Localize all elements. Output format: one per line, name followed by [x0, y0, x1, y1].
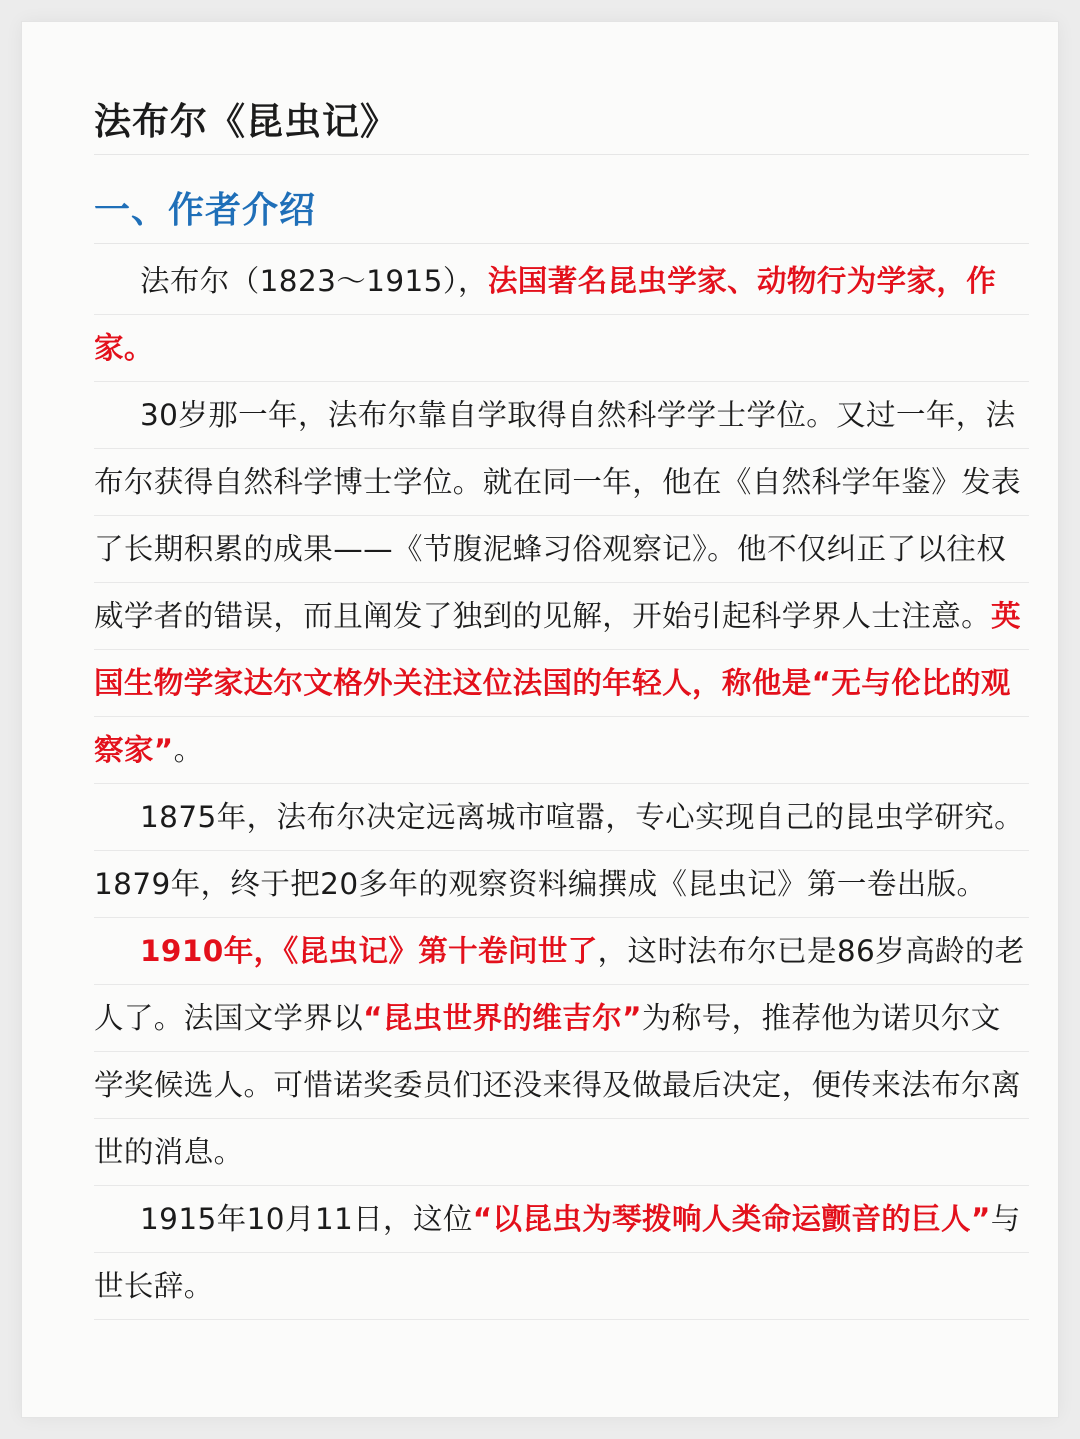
section-divider: [94, 243, 1029, 244]
article: [94, 90, 1054, 1320]
intro-text: 法布尔（1823～1915），: [140, 264, 488, 298]
paragraph-intro: [94, 248, 1029, 382]
title-divider: [94, 154, 1029, 155]
paragraph-career: [94, 382, 1029, 784]
intro-highlight: 法国著名昆虫学家、动物行为学家，作家。: [94, 264, 997, 365]
page-title: 法布尔《昆虫记》: [94, 100, 398, 143]
later-highlight-1: 1910年，《昆虫记》第十卷问世了: [140, 934, 598, 968]
death-text-2: 与世长辞。: [94, 1202, 1021, 1303]
later-text-2: 为称号，推荐他为诺贝尔文学奖候选人。可惜诺奖委员们还没来得及做最后决定，便传来法布尔离世的消息。: [94, 1001, 1021, 1169]
paper-card: [22, 22, 1058, 1417]
paragraph-later-years: [94, 918, 1029, 1186]
research-text: 1875年，法布尔决定远离城市喧嚣，专心实现自己的昆虫学研究。1879年，终于把20多年的观察资料编撰成《昆虫记》第一卷出版。: [94, 800, 1024, 901]
paragraph-death: [94, 1186, 1029, 1320]
career-highlight: 英国生物学家达尔文格外关注这位法国的年轻人，称他是“无与伦比的观察家”: [94, 599, 1021, 767]
career-end: 。: [173, 733, 204, 767]
section-heading: 一、作者介绍: [94, 190, 317, 231]
later-text-1: ，这时法布尔已是86岁高龄的老人了。法国文学界以: [94, 934, 1025, 1035]
career-text: 30岁那一年，法布尔靠自学取得自然科学学士学位。又过一年，法布尔获得自然科学博士学位。就在同一年，他在《自然科学年鉴》发表了长期积累的成果——《节腹泥蜂习俗观察记》。他不仅纠正了以往权威学者的错误，而且阐发了独到的见解，开始引起科学界人士注意。: [94, 398, 1021, 633]
paragraph-research: [94, 784, 1029, 918]
death-text-1: 1915年10月11日，这位: [140, 1202, 473, 1236]
later-highlight-2: “昆虫世界的维吉尔”: [363, 1001, 642, 1035]
death-highlight: “以昆虫为琴拨响人类命运颤音的巨人”: [472, 1202, 991, 1236]
